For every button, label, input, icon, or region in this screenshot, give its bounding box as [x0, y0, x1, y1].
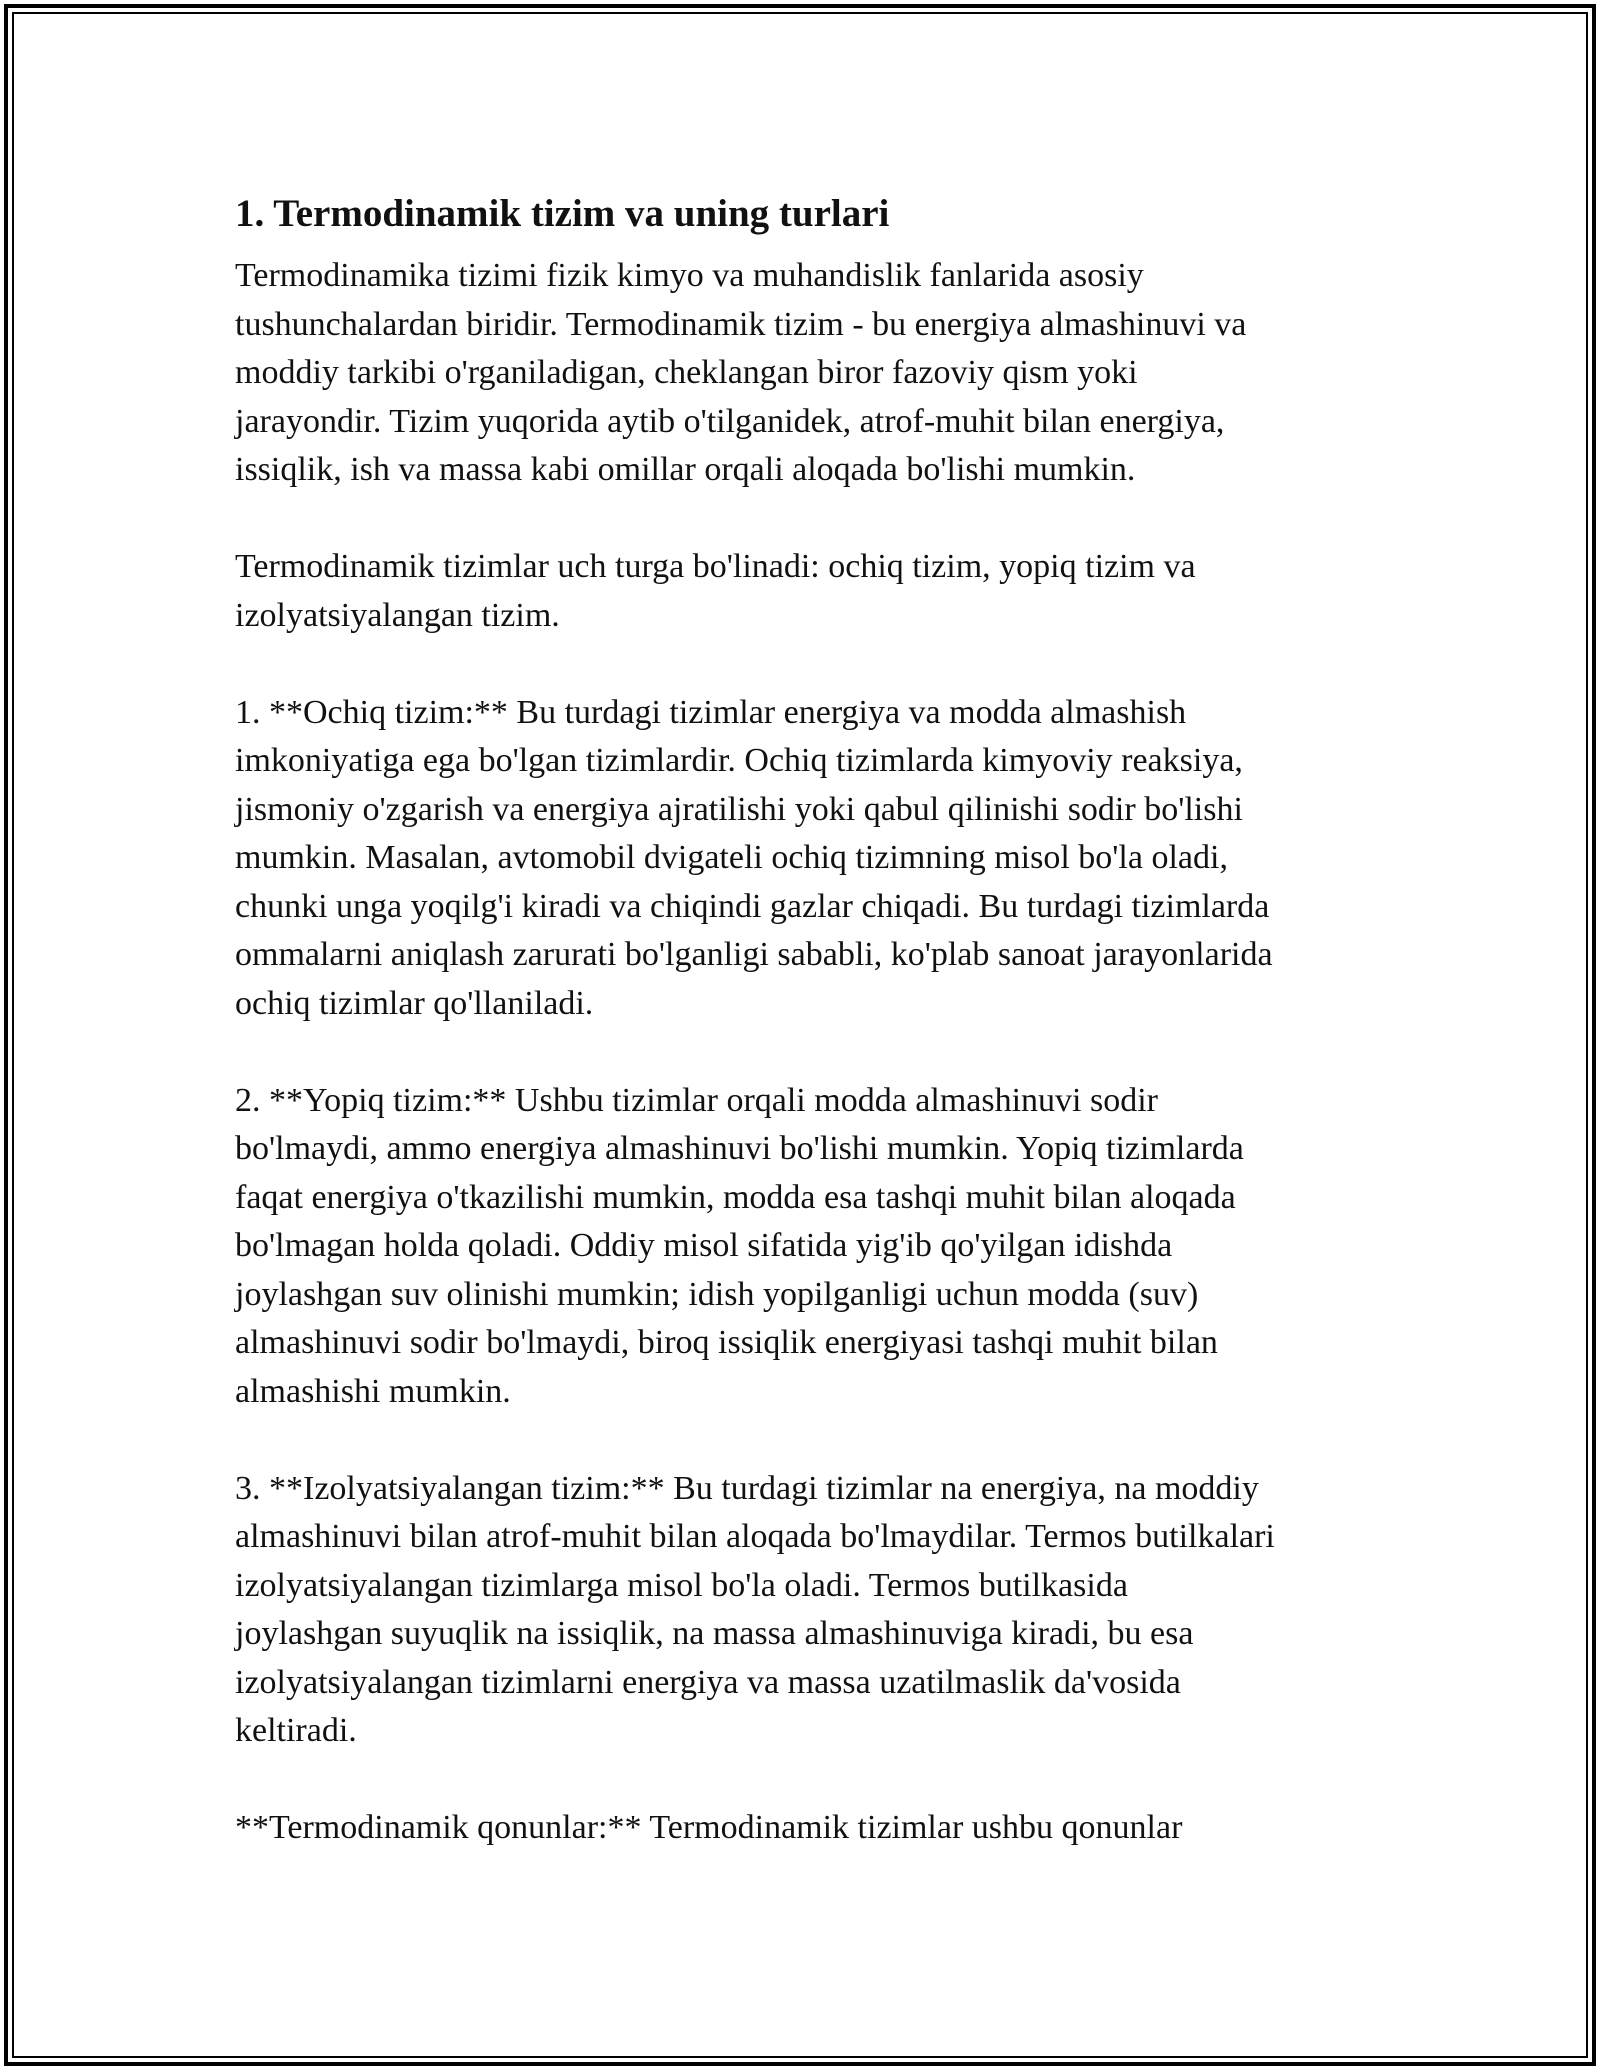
- text-line: almashinuvi sodir bo'lmaydi, biroq issiqlik energiyasi tashqi muhit bilan: [235, 1324, 1218, 1361]
- text-line: jismoniy o'zgarish va energiya ajratilishi yoki qabul qilinishi sodir bo'lishi: [235, 790, 1243, 828]
- text-line: chunki unga yoqilg'i kiradi va chiqindi gazlar chiqadi. Bu turdagi tizimlarda: [235, 887, 1270, 925]
- paragraph: [235, 1077, 1395, 1417]
- text-line: mumkin. Masalan, avtomobil dvigateli ochiq tizimning misol bo'la oladi,: [235, 839, 1228, 876]
- text-line: Termodinamika tizimi fizik kimyo va muhandislik fanlarida asosiy: [235, 257, 1144, 294]
- text-line: bo'lmaydi, ammo energiya almashinuvi bo'lishi mumkin. Yopiq tizimlarda: [235, 1130, 1244, 1167]
- page-title: 1. Termodinamik tizim va uning turlari: [235, 192, 890, 235]
- paragraph: [235, 689, 1395, 1029]
- text-line: imkoniyatiga ega bo'lgan tizimlardir. Ochiq tizimlarda kimyoviy reaksiya,: [235, 742, 1243, 779]
- paragraph: [235, 543, 1395, 640]
- text-line: 3. **Izolyatsiyalangan tizim:** Bu turdagi tizimlar na energiya, na moddiy: [235, 1469, 1259, 1507]
- text-line: joylashgan suyuqlik na issiqlik, na massa almashinuviga kiradi, bu esa: [235, 1615, 1194, 1652]
- text-line: keltiradi.: [235, 1712, 357, 1749]
- text-line: ommalarni aniqlash zarurati bo'lganligi sababli, ko'plab sanoat jarayonlarida: [235, 936, 1273, 973]
- text-line: almashinuvi bilan atrof-muhit bilan aloqada bo'lmaydilar. Termos butilkalari: [235, 1518, 1275, 1555]
- text-line: 2. **Yopiq tizim:** Ushbu tizimlar orqali modda almashinuvi sodir: [235, 1081, 1158, 1119]
- text-line: issiqlik, ish va massa kabi omillar orqali aloqada bo'lishi mumkin.: [235, 451, 1136, 488]
- text-line: izolyatsiyalangan tizimlarga misol bo'la oladi. Termos butilkasida: [235, 1566, 1128, 1604]
- paragraph: [235, 1804, 1395, 1853]
- text-line: Termodinamik tizimlar uch turga bo'linadi: ochiq tizim, yopiq tizim va: [235, 548, 1196, 585]
- text-line: almashishi mumkin.: [235, 1372, 511, 1410]
- paragraph-list: [235, 252, 1395, 1853]
- text-line: jarayondir. Tizim yuqorida aytib o'tilganidek, atrof-muhit bilan energiya,: [235, 402, 1225, 440]
- text-line: ochiq tizimlar qo'llaniladi.: [235, 984, 594, 1022]
- text-line: izolyatsiyalangan tizim.: [235, 596, 560, 634]
- text-line: moddiy tarkibi o'rganiladigan, cheklangan biror fazoviy qism yoki: [235, 354, 1138, 391]
- paragraph: [235, 1465, 1395, 1756]
- text-line: joylashgan suv olinishi mumkin; idish yopilganligi uchun modda (suv): [235, 1275, 1199, 1313]
- text-line: izolyatsiyalangan tizimlarni energiya va massa uzatilmaslik da'vosida: [235, 1663, 1181, 1701]
- text-line: 1. **Ochiq tizim:** Bu turdagi tizimlar energiya va modda almashish: [235, 693, 1187, 731]
- paragraph: [235, 252, 1395, 495]
- text-line: faqat energiya o'tkazilishi mumkin, modda esa tashqi muhit bilan aloqada: [235, 1178, 1236, 1216]
- text-line: tushunchalardan biridir. Termodinamik tizim - bu energiya almashinuvi va: [235, 305, 1247, 343]
- text-line: **Termodinamik qonunlar:** Termodinamik tizimlar ushbu qonunlar: [235, 1809, 1183, 1846]
- document-body: [235, 188, 1395, 1901]
- text-line: bo'lmagan holda qoladi. Oddiy misol sifatida yig'ib qo'yilgan idishda: [235, 1227, 1173, 1264]
